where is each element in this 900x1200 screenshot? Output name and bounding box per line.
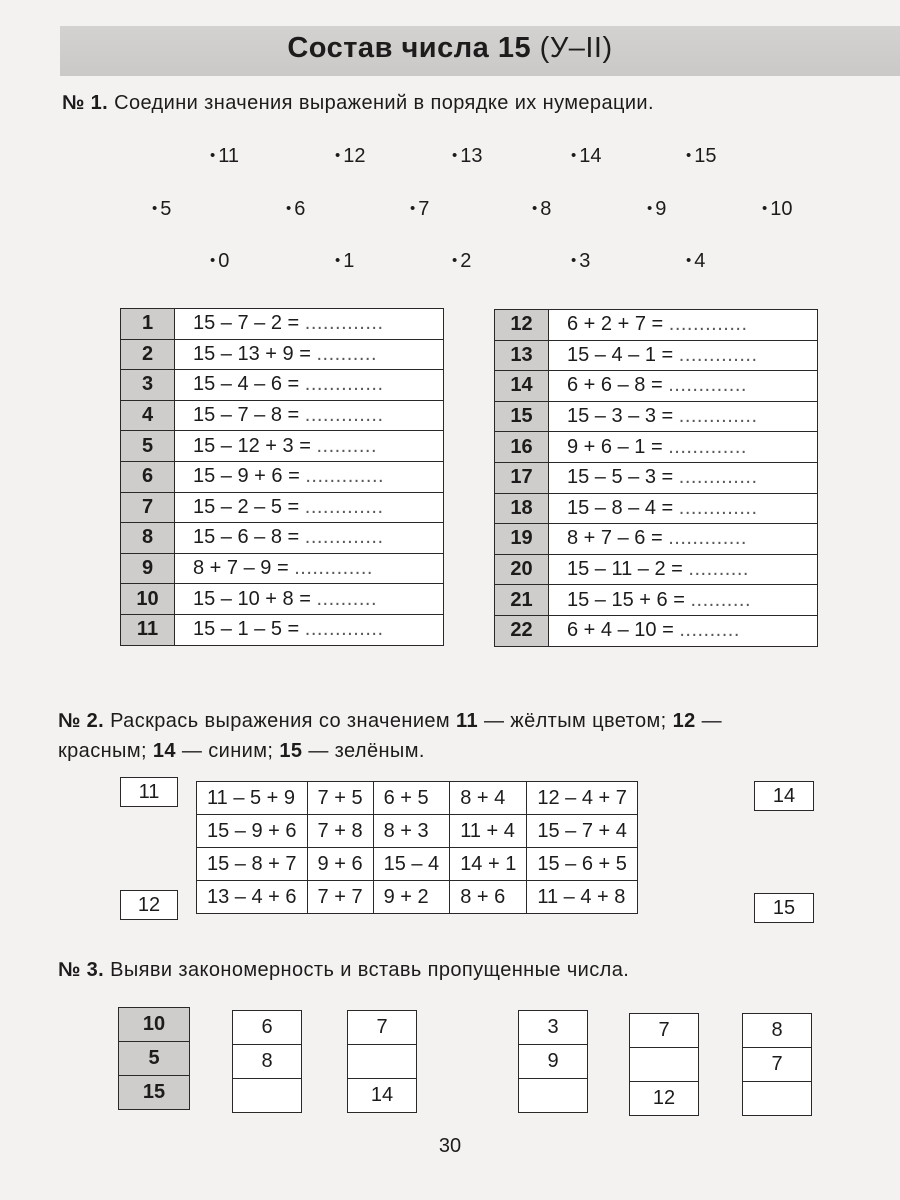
table-row — [495, 554, 818, 585]
expression-cell — [549, 493, 818, 524]
page-title — [0, 32, 900, 65]
expression-number: 14 — [495, 371, 549, 402]
table-row — [495, 432, 818, 463]
expression-number: 1 — [121, 309, 175, 340]
dot-point[interactable]: • 5 — [152, 198, 171, 221]
grid-cell[interactable]: 6 + 5 — [373, 782, 450, 815]
answer-blank[interactable]: ............. — [678, 466, 758, 489]
grid-cell[interactable]: 15 – 6 + 5 — [527, 848, 638, 881]
task2-text: — жёлтым цветом; — [477, 710, 673, 732]
expression-number: 3 — [121, 370, 175, 401]
expression-cell — [549, 462, 818, 493]
grid-cell[interactable]: 12 – 4 + 7 — [527, 782, 638, 815]
expression-text: 15 – 6 – 8 = — [193, 526, 300, 549]
expression-cell — [175, 400, 444, 431]
expression-text: 15 – 7 – 8 = — [193, 404, 300, 427]
grid-cell[interactable]: 14 + 1 — [450, 848, 527, 881]
expression-cell — [549, 585, 818, 616]
pattern-column — [347, 1010, 417, 1113]
task2-text: — — [695, 710, 722, 732]
expression-text: 8 + 7 – 9 = — [193, 557, 289, 580]
value-15: 15 — [279, 740, 303, 762]
expression-cell — [175, 339, 444, 370]
expression-text: 6 + 2 + 7 = — [567, 313, 664, 336]
table-row — [121, 492, 444, 523]
expression-number: 9 — [121, 553, 175, 584]
expression-text: 15 – 8 – 4 = — [567, 496, 674, 519]
answer-blank[interactable]: ............. — [304, 495, 384, 518]
grid-cell[interactable]: 8 + 6 — [450, 881, 527, 914]
expression-cell — [549, 310, 818, 341]
table-row — [121, 309, 444, 340]
expression-text: 6 + 6 – 8 = — [567, 374, 663, 397]
expression-text: 15 – 1 – 5 = — [193, 618, 300, 641]
expression-text: 8 + 7 – 6 = — [567, 527, 663, 550]
expression-number: 4 — [121, 400, 175, 431]
task2-heading-line2 — [58, 736, 425, 766]
dot-point[interactable]: • 13 — [452, 145, 483, 168]
table-row — [495, 615, 818, 646]
table-row — [495, 462, 818, 493]
pattern-row — [743, 1082, 812, 1116]
value-12: 12 — [672, 710, 696, 732]
table-row — [495, 310, 818, 341]
expression-number: 21 — [495, 585, 549, 616]
pattern-cell: 9 — [519, 1045, 588, 1079]
expression-cell — [175, 309, 444, 340]
table-row — [495, 371, 818, 402]
table-row — [121, 339, 444, 370]
answer-blank[interactable]: ............. — [304, 618, 384, 641]
table-row — [121, 461, 444, 492]
task2-number: № 2. — [58, 710, 105, 732]
table-row — [121, 431, 444, 462]
task2-text: красным; — [58, 740, 153, 762]
table-row — [495, 401, 818, 432]
empty-answer-cell[interactable] — [233, 1079, 302, 1113]
answer-blank[interactable]: .......... — [679, 619, 740, 642]
grid-row — [197, 848, 638, 881]
pattern-column — [118, 1007, 190, 1110]
expression-text: 9 + 6 – 1 = — [567, 435, 663, 458]
pattern-row — [743, 1014, 812, 1048]
expression-number: 22 — [495, 615, 549, 646]
dot-point[interactable]: • 1 — [335, 250, 354, 273]
expression-text: 15 – 9 + 6 = — [193, 465, 300, 488]
value-14: 14 — [152, 740, 176, 762]
expression-number: 13 — [495, 340, 549, 371]
pattern-column — [518, 1010, 588, 1113]
dot-point[interactable]: • 12 — [335, 145, 366, 168]
expressions-table-right — [494, 309, 818, 647]
expression-text: 15 – 2 – 5 = — [193, 495, 300, 518]
expression-number: 5 — [121, 431, 175, 462]
pattern-row — [519, 1079, 588, 1113]
pattern-row — [233, 1011, 302, 1045]
dot-point[interactable]: • 11 — [210, 145, 239, 168]
answer-blank[interactable]: ............. — [678, 496, 758, 519]
empty-answer-cell[interactable] — [743, 1082, 812, 1116]
expression-number: 20 — [495, 554, 549, 585]
pattern-row — [348, 1045, 417, 1079]
expression-cell — [549, 371, 818, 402]
expression-cell — [549, 432, 818, 463]
answer-blank[interactable]: ............. — [668, 527, 747, 550]
expression-text: 15 – 5 – 3 = — [567, 466, 674, 489]
pattern-row — [519, 1011, 588, 1045]
pattern-row — [630, 1048, 699, 1082]
expression-cell — [549, 615, 818, 646]
dot-point[interactable]: • 4 — [686, 250, 705, 273]
side-box-14: 14 — [754, 781, 814, 811]
expression-cell — [175, 614, 444, 645]
expression-text: 15 – 13 + 9 = — [193, 342, 311, 365]
expression-cell — [175, 492, 444, 523]
expression-cell — [175, 461, 444, 492]
expression-cell — [175, 553, 444, 584]
answer-blank[interactable]: .......... — [690, 588, 752, 611]
pattern-row — [119, 1042, 190, 1076]
title-sub: (У–II) — [539, 32, 613, 64]
grid-cell[interactable]: 9 + 6 — [307, 848, 373, 881]
expression-text: 15 – 12 + 3 = — [193, 434, 311, 457]
pattern-row — [348, 1079, 417, 1113]
task2-text: Раскрась выражения со значением — [110, 710, 457, 732]
dot-point[interactable]: • 10 — [762, 198, 793, 221]
expression-number: 17 — [495, 462, 549, 493]
task3-number: № 3. — [58, 959, 105, 981]
pattern-column — [232, 1010, 302, 1113]
answer-blank[interactable]: ............. — [678, 343, 758, 366]
table-row — [495, 524, 818, 555]
expression-text: 15 – 10 + 8 = — [193, 587, 311, 610]
expression-text: 15 – 4 – 6 = — [193, 373, 300, 396]
pattern-cell: 7 — [743, 1048, 812, 1082]
empty-answer-cell[interactable] — [519, 1079, 588, 1113]
expression-text: 15 – 7 – 2 = — [193, 312, 300, 335]
expression-cell — [549, 524, 818, 555]
pattern-cell: 7 — [630, 1014, 699, 1048]
coloring-grid — [196, 781, 638, 914]
answer-blank[interactable]: ............. — [305, 465, 385, 488]
grid-row — [197, 881, 638, 914]
table-row — [121, 584, 444, 615]
table-row — [121, 370, 444, 401]
answer-blank[interactable]: ............. — [304, 404, 384, 427]
task1-number: № 1. — [62, 92, 109, 114]
expression-cell — [175, 431, 444, 462]
expression-text: 15 – 15 + 6 = — [567, 588, 685, 611]
table-row — [495, 493, 818, 524]
pattern-row — [119, 1076, 190, 1110]
answer-blank[interactable]: ............. — [294, 557, 373, 580]
grid-row — [197, 815, 638, 848]
grid-cell[interactable]: 15 – 8 + 7 — [197, 848, 308, 881]
dot-point[interactable]: • 0 — [210, 250, 229, 273]
pattern-cell: 7 — [348, 1011, 417, 1045]
pattern-row — [519, 1045, 588, 1079]
table-row — [121, 400, 444, 431]
expression-number: 18 — [495, 493, 549, 524]
table-row — [121, 523, 444, 554]
grid-cell[interactable]: 8 + 3 — [373, 815, 450, 848]
dot-point[interactable]: • 8 — [532, 198, 551, 221]
value-11: 11 — [456, 710, 478, 732]
empty-answer-cell[interactable] — [630, 1048, 699, 1082]
pattern-row — [630, 1014, 699, 1048]
pattern-cell: 8 — [233, 1045, 302, 1079]
pattern-cell: 10 — [119, 1008, 190, 1042]
pattern-column — [629, 1013, 699, 1116]
pattern-cell: 15 — [119, 1076, 190, 1110]
pattern-cell: 6 — [233, 1011, 302, 1045]
expression-cell — [549, 401, 818, 432]
task1-heading — [62, 88, 654, 118]
pattern-cell: 3 — [519, 1011, 588, 1045]
answer-blank[interactable]: .......... — [316, 434, 378, 457]
grid-cell[interactable]: 7 + 5 — [307, 782, 373, 815]
pattern-row — [743, 1048, 812, 1082]
expression-cell — [175, 523, 444, 554]
pattern-row — [233, 1079, 302, 1113]
grid-row — [197, 782, 638, 815]
side-box-11: 11 — [120, 777, 178, 807]
expression-text: 15 – 11 – 2 = — [567, 558, 683, 581]
dot-point[interactable]: • 7 — [410, 198, 429, 221]
dot-point[interactable]: • 6 — [286, 198, 305, 221]
pattern-row — [119, 1008, 190, 1042]
task3-text: Выяви закономерность и вставь пропущенные числа. — [110, 959, 630, 981]
answer-blank[interactable]: .......... — [316, 587, 378, 610]
dot-point[interactable]: • 9 — [647, 198, 666, 221]
expression-text: 6 + 4 – 10 = — [567, 619, 674, 642]
pattern-cell: 12 — [630, 1082, 699, 1116]
table-row — [121, 614, 444, 645]
expression-number: 15 — [495, 401, 549, 432]
grid-cell[interactable]: 15 – 9 + 6 — [197, 815, 308, 848]
pattern-column — [742, 1013, 812, 1116]
task2-text: — зелёным. — [302, 740, 425, 762]
pattern-cell: 5 — [119, 1042, 190, 1076]
answer-blank[interactable]: ............. — [668, 435, 747, 458]
empty-answer-cell[interactable] — [348, 1045, 417, 1079]
expression-number: 16 — [495, 432, 549, 463]
pattern-row — [630, 1082, 699, 1116]
grid-cell[interactable]: 7 + 7 — [307, 881, 373, 914]
answer-blank[interactable]: .......... — [316, 342, 378, 365]
pattern-cell: 8 — [743, 1014, 812, 1048]
expression-cell — [175, 584, 444, 615]
dot-point[interactable]: • 3 — [571, 250, 590, 273]
expression-number: 2 — [121, 339, 175, 370]
expression-text: 15 – 4 – 1 = — [567, 343, 674, 366]
expression-number: 10 — [121, 584, 175, 615]
side-box-12: 12 — [120, 890, 178, 920]
side-box-15: 15 — [754, 893, 814, 923]
task2-text: — синим; — [175, 740, 280, 762]
expression-cell — [175, 370, 444, 401]
expression-number: 12 — [495, 310, 549, 341]
table-row — [495, 340, 818, 371]
dot-point[interactable]: • 15 — [686, 145, 717, 168]
grid-cell[interactable]: 15 – 4 — [373, 848, 450, 881]
page-number: 30 — [438, 1135, 462, 1157]
expression-cell — [549, 340, 818, 371]
title-main: Состав числа 15 — [287, 32, 532, 64]
expression-number: 8 — [121, 523, 175, 554]
expression-number: 7 — [121, 492, 175, 523]
task3-heading — [58, 955, 629, 985]
pattern-row — [233, 1045, 302, 1079]
answer-blank[interactable]: ............. — [678, 405, 758, 428]
answer-blank[interactable]: ............. — [304, 312, 384, 335]
pattern-cell: 14 — [348, 1079, 417, 1113]
answer-blank[interactable]: .......... — [688, 558, 749, 581]
grid-cell[interactable]: 13 – 4 + 6 — [197, 881, 308, 914]
pattern-row — [348, 1011, 417, 1045]
grid-cell[interactable]: 11 – 5 + 9 — [197, 782, 308, 815]
expression-cell — [549, 554, 818, 585]
expression-text: 15 – 3 – 3 = — [567, 405, 674, 428]
grid-cell[interactable]: 15 – 7 + 4 — [527, 815, 638, 848]
dot-point[interactable]: • 2 — [452, 250, 471, 273]
dot-point[interactable]: • 14 — [571, 145, 602, 168]
table-row — [495, 585, 818, 616]
task2-heading — [58, 706, 898, 736]
answer-blank[interactable]: ............. — [668, 374, 747, 397]
answer-blank[interactable]: ............. — [304, 373, 384, 396]
grid-cell[interactable]: 11 – 4 + 8 — [527, 881, 638, 914]
task1-text: Соедини значения выражений в порядке их нумерации. — [114, 92, 654, 114]
expression-number: 19 — [495, 524, 549, 555]
grid-cell[interactable]: 11 + 4 — [450, 815, 527, 848]
grid-cell[interactable]: 8 + 4 — [450, 782, 527, 815]
grid-cell[interactable]: 9 + 2 — [373, 881, 450, 914]
answer-blank[interactable]: ............. — [304, 526, 384, 549]
grid-cell[interactable]: 7 + 8 — [307, 815, 373, 848]
expression-number: 11 — [121, 614, 175, 645]
expression-number: 6 — [121, 461, 175, 492]
expressions-table-left — [120, 308, 444, 646]
answer-blank[interactable]: ............. — [668, 313, 748, 336]
table-row — [121, 553, 444, 584]
